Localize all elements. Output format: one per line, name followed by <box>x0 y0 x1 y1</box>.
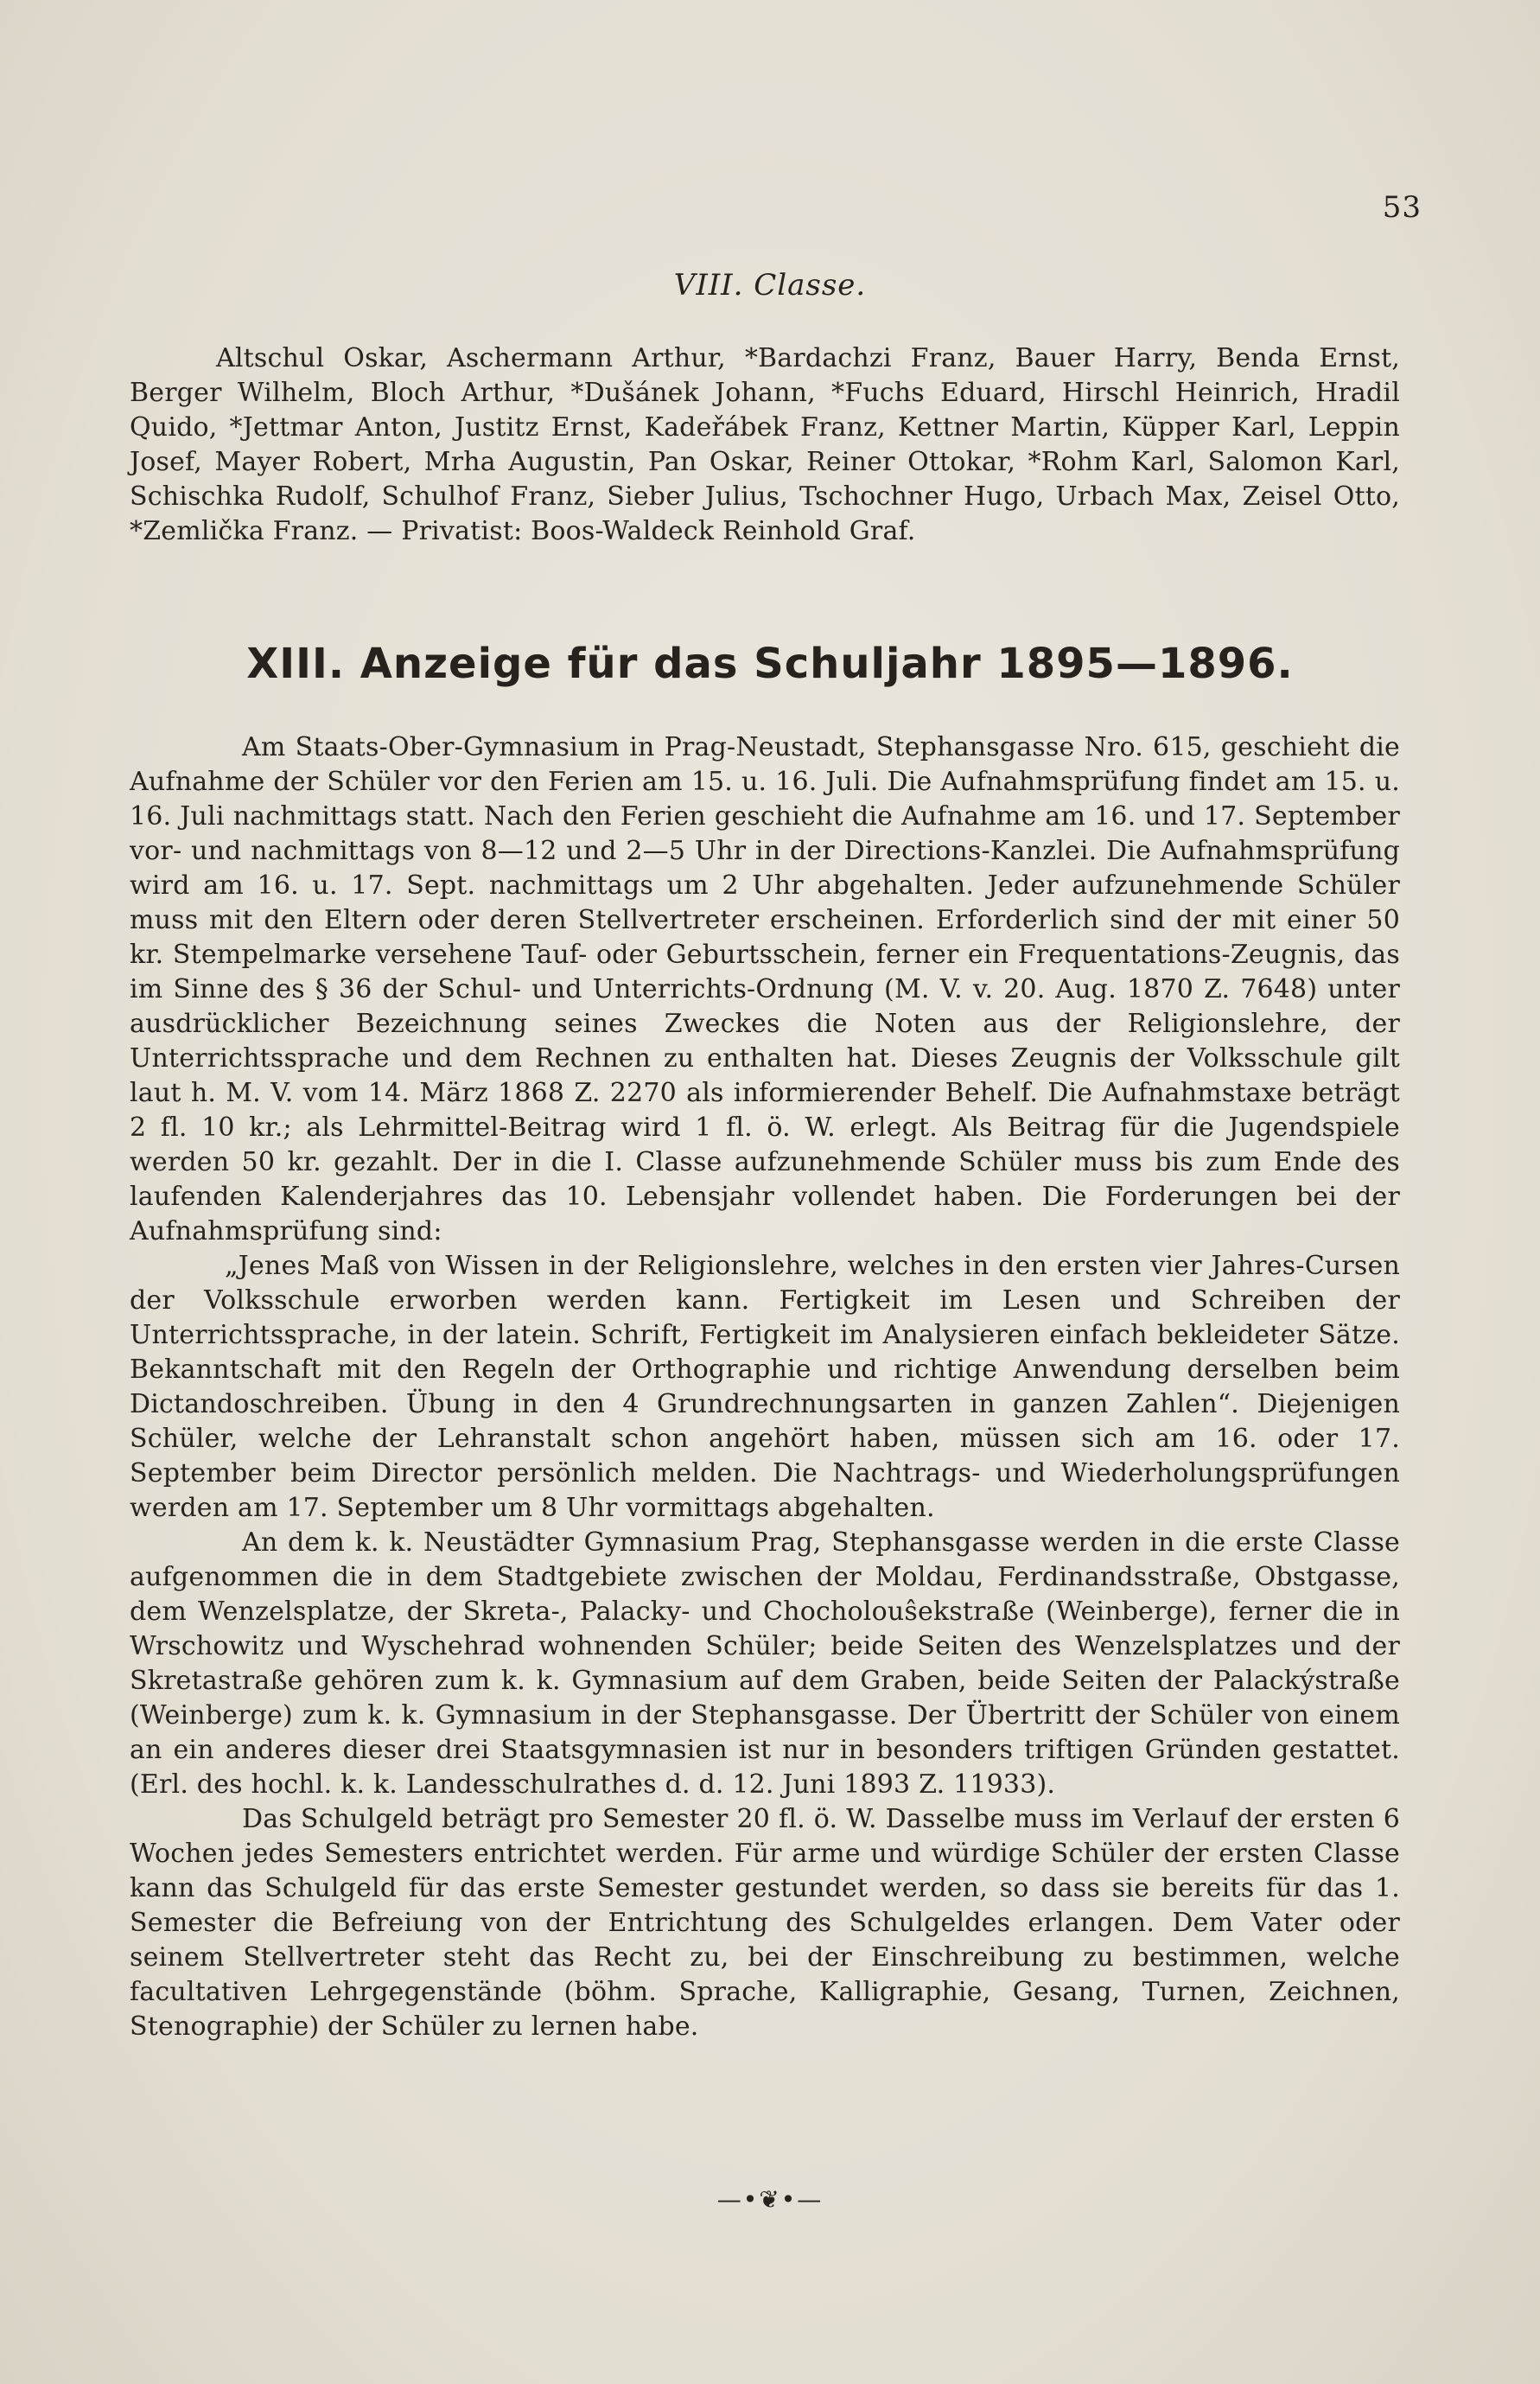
paragraph-requirements: „Jenes Maß von Wissen in der Religionslehre, welches in den ersten vier Jahres-Cursen der Volksschule erworben werden kann. Fertigkeit im Lesen und Schreiben der Unterrichtssprache, in der latein. Schrift, Fertigkeit im Analysieren einfach bekleideter Sätze. Bekanntschaft mit den Regeln der Orthographie und richtige Anwendung derselben beim Dictandoschreiben. Übung in den 4 Grundrechnungsarten in ganzen Zahlen“. Diejenigen Schüler, welche der Lehranstalt schon angehört haben, müssen sich am 16. oder 17. September beim Director persönlich melden. Die Nachtrags- und Wiederholungsprüfungen werden am 17. September um 8 Uhr vormittags abgehalten. <box>130 1251 1400 1523</box>
section-heading: XIII. Anzeige für das Schuljahr 1895—1896. <box>246 640 1294 688</box>
paragraph-admission: Am Staats-Ober-Gymnasium in Prag-Neustadt, Stephansgasse Nro. 615, geschieht die Aufnahme der Schüler vor den Ferien am 15. u. 16. Juli. Die Aufnahmsprüfung findet am 15. u. 16. Juli nachmittags statt. Nach den Ferien geschieht die Aufnahme am 16. und 17. September vor- und nachmittags von 8—12 und 2—5 Uhr in der Directions-Kanzlei. Die Aufnahmsprüfung wird am 16. u. 17. Sept. nachmittags um 2 Uhr abgehalten. Jeder aufzunehmende Schüler muss mit den Eltern oder deren Stellvertreter erscheinen. Erforderlich sind der mit einer 50 kr. Stempelmarke versehene Tauf- oder Geburtsschein, ferner ein Frequentations-Zeugnis, das im Sinne des § 36 der Schul- und Unterrichts-Ordnung (M. V. v. 20. Aug. 1870 Z. 7648) unter ausdrücklicher Bezeichnung seines Zweckes die Noten aus der Religionslehre, der Unterrichtssprache und dem Rechnen zu enthalten hat. Dieses Zeugnis der Volksschule gilt laut h. M. V. vom 14. März 1868 Z. 2270 als informierender Behelf. Die Aufnahmstaxe beträgt 2 fl. 10 kr.; als Lehrmittel-Beitrag wird 1 fl. ö. W. erlegt. Als Beitrag für die Jugendspiele werden 50 kr. gezahlt. Der in die I. Classe aufzunehmende Schüler muss bis zum Ende des laufenden Kalenderjahres das 10. Lebensjahr vollendet haben. Die Forderungen bei der Aufnahmsprüfung sind: <box>130 732 1400 1246</box>
announcement-body <box>130 730 1400 2044</box>
class-heading: VIII. Classe. <box>673 268 867 303</box>
ornament-divider: —•❦•— <box>716 2185 824 2214</box>
class-names-text: Altschul Oskar, Aschermann Arthur, *Bardachzi Franz, Bauer Harry, Benda Ernst, Berger Wilhelm, Bloch Arthur, *Dušánek Johann, *Fuchs Eduard, Hirschl Heinrich, Hradil Quido, *Jettmar Anton, Justitz Ernst, Kadeřábek Franz, Kettner Martin, Küpper Karl, Leppin Josef, Mayer Robert, Mrha Augustin, Pan Oskar, Reiner Ottokar, *Rohm Karl, Salomon Karl, Schischka Rudolf, Schulhof Franz, Sieber Julius, Tschochner Hugo, Urbach Max, Zeisel Otto, *Zemlička Franz. — Privatist: Boos-Waldeck Reinhold Graf. <box>130 343 1400 546</box>
page-number: 53 <box>1382 190 1422 225</box>
paragraph-districts: An dem k. k. Neustädter Gymnasium Prag, Stephansgasse werden in die erste Classe aufgenommen die in dem Stadtgebiete zwischen der Moldau, Ferdinandsstraße, Obstgasse, dem Wenzelsplatze, der Skreta-, Palacky- und Chocholouŝekstraße (Weinberge), ferner die in Wrschowitz und Wyschehrad wohnenden Schüler; beide Seiten des Wenzelsplatzes und der Skretastraße gehören zum k. k. Gymnasium auf dem Graben, beide Seiten der Palackýstraße (Weinberge) zum k. k. Gymnasium in der Stephansgasse. Der Übertritt der Schüler von einem an ein anderes dieser drei Staatsgymnasien ist nur in besonders triftigen Gründen gestattet. (Erl. des hochl. k. k. Landesschulrathes d. d. 12. Juni 1893 Z. 11933). <box>130 1527 1400 1800</box>
paragraph-tuition: Das Schulgeld beträgt pro Semester 20 fl. ö. W. Dasselbe muss im Verlauf der ersten 6 Wochen jedes Semesters entrichtet werden. Für arme und würdige Schüler der ersten Classe kann das Schulgeld für das erste Semester gestundet werden, so dass sie bereits für das 1. Semester die Befreiung von der Entrichtung des Schulgeldes erlangen. Dem Vater oder seinem Stellvertreter steht das Recht zu, bei der Einschreibung zu bestimmen, welche facultativen Lehrgegenstände (böhm. Sprache, Kalligraphie, Gesang, Turnen, Zeichnen, Stenographie) der Schüler zu lernen habe. <box>130 1804 1400 2042</box>
class-names-block <box>130 341 1400 549</box>
